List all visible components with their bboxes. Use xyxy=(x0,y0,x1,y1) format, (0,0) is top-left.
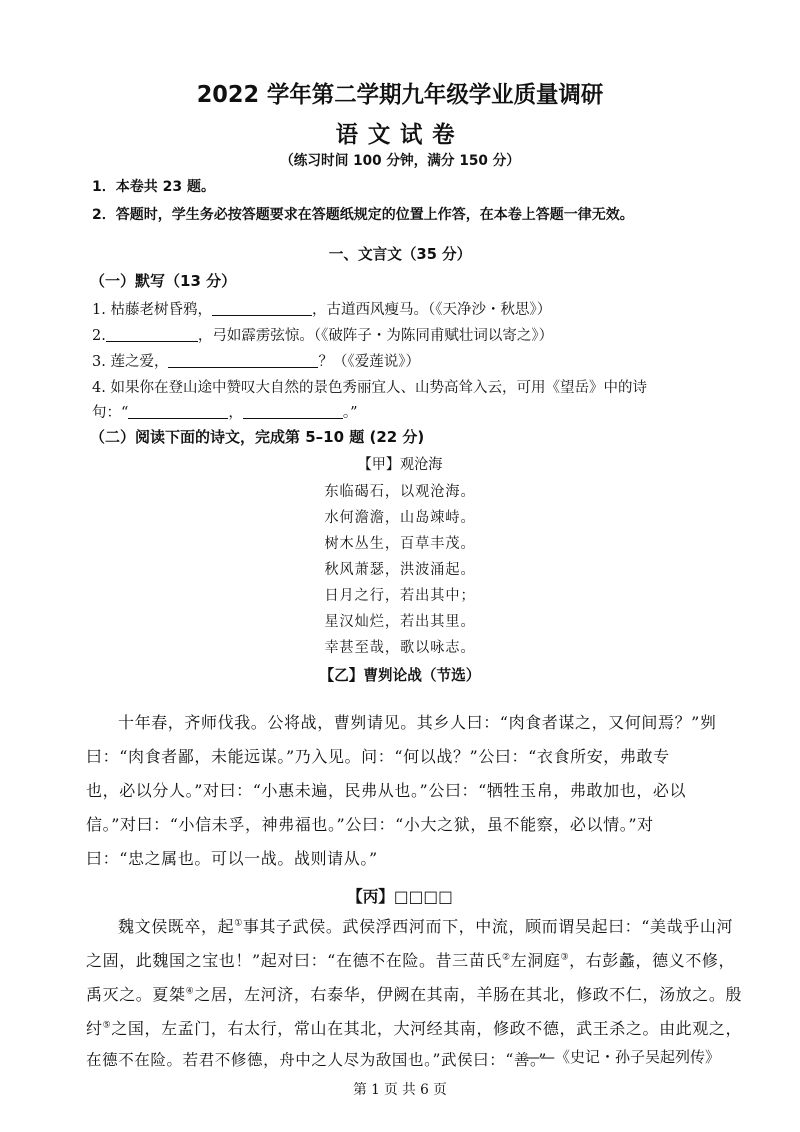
question-4: 4. 如果你在登山途中赞叹大自然的景色秀丽宜人、山势高耸入云，可用《望岳》中的诗 xyxy=(92,380,647,396)
prose-line: 曰：“忠之属也。可以一战。战则请从。” xyxy=(86,849,378,868)
footnote-marker: ④ xyxy=(185,986,195,997)
instruction-1: 1．本卷共 23 题。 xyxy=(92,179,215,195)
answer-blank xyxy=(243,404,343,420)
text-c-title: 【丙】□□□□ xyxy=(347,887,453,906)
poem-line: 星汉灿烂，若出其里。 xyxy=(324,614,476,630)
answer-blank xyxy=(168,353,318,369)
question-4-blanks: 句：“ ， 。” xyxy=(92,405,358,421)
footnote-marker: ② xyxy=(501,952,511,963)
poem-line: 秋风萧瑟，洪波涌起。 xyxy=(324,562,476,578)
exam-duration: （练习时间 100 分钟，满分 150 分） xyxy=(280,153,520,169)
exam-subtitle: 语文试卷 xyxy=(335,122,465,148)
prose-line: 纣⑤之国，左孟门，右太行，常山在其北，大河经其南，修政不德，武王杀之。由此观之， xyxy=(86,1019,743,1038)
poem-line: 东临碣石，以观沧海。 xyxy=(324,484,476,500)
prose-line: 十年春，齐师伐我。公将战，曹刿请见。其乡人曰：“肉食者谋之，又何间焉？”刿 xyxy=(118,713,717,732)
instruction-2: 2．答题时，学生务必按答题要求在答题纸规定的位置上作答，在本卷上答题一律无效。 xyxy=(92,207,634,223)
answer-blank xyxy=(212,301,312,317)
exam-title: 2022 学年第二学期九年级学业质量调研 xyxy=(196,82,604,108)
question-2: 2. ，弓如霹雳弦惊。（《破阵子・为陈同甫赋壮词以寄之》） xyxy=(92,328,554,344)
footnote-marker: ⑤ xyxy=(102,1020,112,1031)
text-c-source: ——《史记・孙子吴起列传》 xyxy=(524,1048,720,1066)
prose-line: 魏文侯既卒，起①事其子武侯。武侯浮西河而下，中流，顾而谓吴起曰：“美哉乎山河 xyxy=(118,917,734,936)
part1-heading: （一）默写（13 分） xyxy=(90,272,237,290)
page-number: 第 1 页 共 6 页 xyxy=(353,1082,447,1098)
question-3: 3. 莲之爱， ？（《爱莲说》） xyxy=(92,354,420,370)
answer-blank xyxy=(128,404,228,420)
poem-line: 日月之行，若出其中； xyxy=(324,588,476,604)
prose-line: 曰：“肉食者鄙，未能远谋。”乃入见。问：“何以战？”公曰：“衣食所安，弗敢专 xyxy=(86,747,670,766)
prose-line: 也，必以分人。”对曰：“小惠未遍，民弗从也。”公曰：“牺牲玉帛，弗敢加也，必以 xyxy=(86,781,687,800)
prose-line: 在德不在险。若君不修德，舟中之人尽为敌国也。”武侯曰：“善。” xyxy=(86,1051,547,1069)
prose-line: 信。”对曰：“小信未孚，神弗福也。”公曰：“小大之狱，虽不能察，必以情。”对 xyxy=(86,815,654,834)
prose-line: 禹灭之。夏桀④之居，左河济，右泰华，伊阙在其南，羊肠在其北，修政不仁，汤放之。殷 xyxy=(86,985,743,1004)
poem-line: 幸甚至哉，歌以咏志。 xyxy=(324,640,476,656)
poem-line: 树木丛生，百草丰茂。 xyxy=(324,536,476,552)
poem-line: 水何澹澹，山岛竦峙。 xyxy=(324,510,476,526)
prose-line: 之固，此魏国之宝也！”起对曰：“在德不在险。昔三苗氏②左洞庭③，右彭蠡，德义不修， xyxy=(86,951,736,970)
question-1: 1. 枯藤老树昏鸦， ，古道西风瘦马。（《天净沙・秋思》） xyxy=(92,302,552,318)
text-b-title: 【乙】曹刿论战（节选） xyxy=(319,666,481,684)
footnote-marker: ③ xyxy=(560,952,570,963)
section-heading: 一、文言文（35 分） xyxy=(328,245,472,263)
footnote-marker: ① xyxy=(234,918,243,929)
poem-a-title: 【甲】观沧海 xyxy=(357,457,443,473)
answer-blank xyxy=(106,327,198,343)
part2-heading: （二）阅读下面的诗文，完成第 5–10 题 (22 分) xyxy=(90,428,425,446)
